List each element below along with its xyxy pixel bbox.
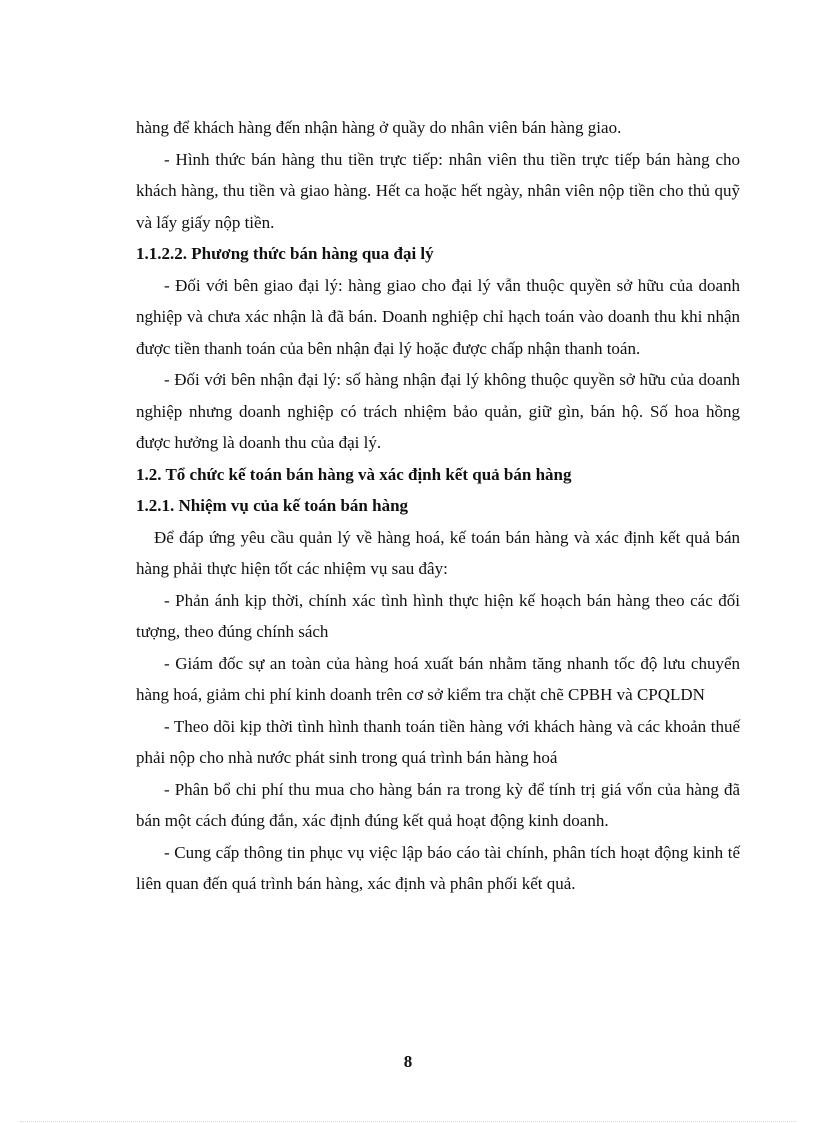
duty-item-cost-allocation: - Phân bổ chi phí thu mua cho hàng bán ra trong kỳ để tính trị giá vốn của hàng đã bán một cách đúng đắn, xác định đúng kết quả hoạt động kinh doanh.: [136, 779, 740, 830]
duty-item-monitoring: - Giám đốc sự an toàn của hàng hoá xuất bán nhằm tăng nhanh tốc độ lưu chuyển hàng hoá, giảm chi phí kinh doanh trên cơ sở kiểm tra chặt chẽ CPBH và CPQLDN: [136, 653, 740, 704]
paragraph-duties-intro: Để đáp ứng yêu cầu quản lý về hàng hoá, kế toán bán hàng và xác định kết quả bán hàng phải thực hiện tốt các nhiệm vụ sau đây:: [136, 527, 740, 578]
paragraph-consignee: - Đối với bên nhận đại lý: số hàng nhận đại lý không thuộc quyền sở hữu của doanh nghiệp nhưng doanh nghiệp có trách nhiệm bảo quản, giữ gìn, bán hộ. Số hoa hồng được hưởng là doanh thu của đại lý.: [136, 370, 740, 452]
section-heading-agency-sales: 1.1.2.2. Phương thức bán hàng qua đại lý: [136, 244, 434, 263]
duty-item-payments: - Theo dõi kịp thời tình hình thanh toán tiền hàng với khách hàng và các khoản thuế phải nộp cho nhà nước phát sinh trong quá trình bán hàng hoá: [136, 716, 740, 767]
page-number: 8: [403, 1052, 413, 1071]
section-heading-organization: 1.2. Tổ chức kế toán bán hàng và xác định kết quả bán hàng: [136, 464, 572, 484]
paragraph-consignor: - Đối với bên giao đại lý: hàng giao cho đại lý vẫn thuộc quyền sở hữu của doanh nghiệp và chưa xác nhận là đã bán. Doanh nghiệp chỉ hạch toán vào doanh thu khi nhận được tiền thanh toán của bên nhận đại lý hoặc được chấp nhận thanh toán.: [136, 275, 740, 358]
paragraph-continuation: hàng để khách hàng đến nhận hàng ở quầy do nhân viên bán hàng giao.: [136, 118, 622, 137]
section-heading-duties: 1.2.1. Nhiệm vụ của kế toán bán hàng: [136, 496, 409, 515]
paragraph-direct-sales: - Hình thức bán hàng thu tiền trực tiếp: nhân viên thu tiền trực tiếp bán hàng cho khách hàng, thu tiền và giao hàng. Hết ca hoặc hết ngày, nhân viên nộp tiền cho thủ quỹ và lấy giấy nộp tiền.: [136, 149, 740, 232]
duty-item-reporting: - Phản ánh kịp thời, chính xác tình hình thực hiện kế hoạch bán hàng theo các đối tượng, theo đúng chính sách: [136, 590, 740, 641]
duty-item-information: - Cung cấp thông tin phục vụ việc lập báo cáo tài chính, phân tích hoạt động kinh tế liên quan đến quá trình bán hàng, xác định và phân phối kết quả.: [136, 842, 740, 893]
page-content: [136, 112, 740, 900]
page-bottom-rule: [20, 1121, 796, 1122]
